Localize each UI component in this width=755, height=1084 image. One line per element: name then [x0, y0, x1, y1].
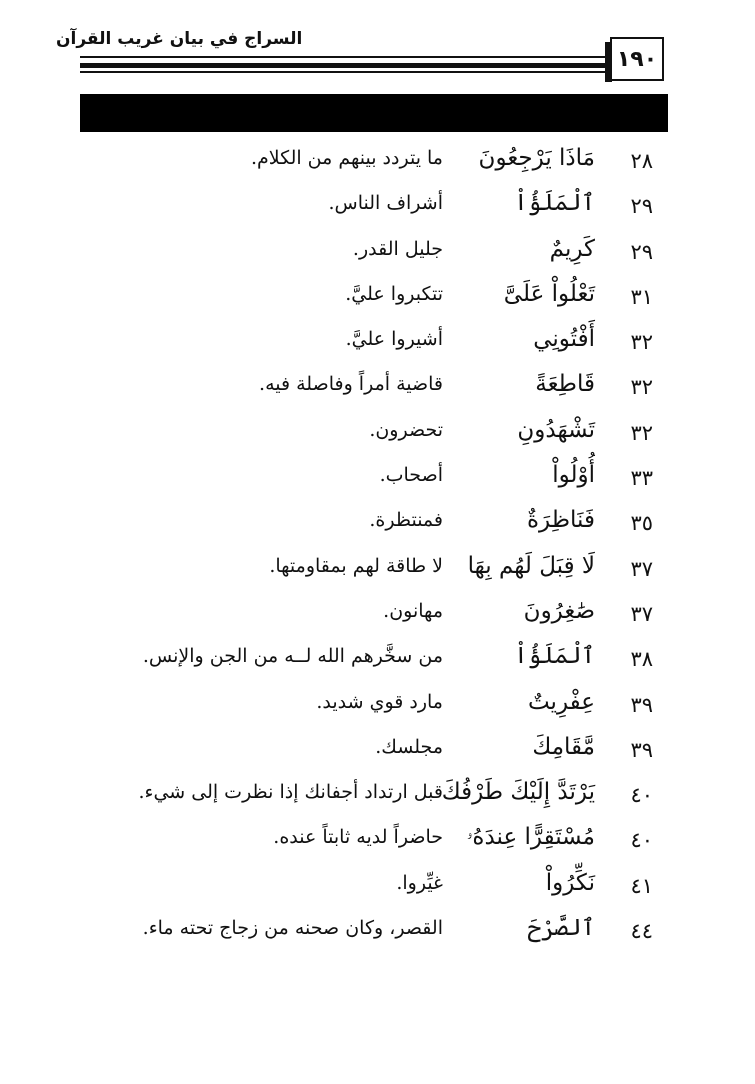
list-item — [0, 777, 755, 822]
word-meaning: القصر، وكان صحنه من زجاج تحته ماء. — [142, 917, 443, 940]
quran-word: فَنَاظِرَةٌ — [527, 507, 595, 534]
verse-number: ٢٩ — [630, 239, 653, 264]
word-meaning: ما يتردد بينهم من الكلام. — [250, 147, 443, 169]
list-item — [0, 279, 755, 324]
quran-word: مُسْتَقِرًّا عِندَهُۥ — [466, 824, 595, 851]
header-rule-top — [80, 56, 608, 58]
quran-word: ٱلْمَلَؤُاْ — [514, 643, 595, 670]
quran-word: عِفْرِيتٌ — [527, 688, 595, 715]
quran-word: ٱلصَّرْحَ — [527, 915, 595, 942]
verse-number: ٢٨ — [630, 149, 653, 173]
page-number: ١٩٠ — [610, 37, 664, 81]
word-meaning: تتكبروا عليَّ. — [345, 282, 443, 305]
quran-word: صَٰغِرُونَ — [523, 597, 595, 624]
list-item — [0, 732, 755, 777]
list-item — [0, 641, 755, 686]
word-meaning: من سخَّرهم الله لــه من الجن والإنس. — [142, 645, 443, 668]
header-rule-bottom — [80, 71, 608, 73]
verse-number: ٣٣ — [630, 466, 653, 491]
verse-number: ٤٤ — [630, 919, 653, 944]
list-item — [0, 415, 755, 460]
word-meaning: قاضية أمراً وفاصلة فيه. — [259, 373, 443, 396]
quran-word: مَّقَامِكَ — [532, 733, 595, 760]
list-item — [0, 188, 755, 233]
quran-word: تَعْلُواْ عَلَىَّ — [503, 280, 595, 307]
quran-word: يَرْتَدَّ إِلَيْكَ طَرْفُكَ — [441, 779, 595, 806]
list-item — [0, 369, 755, 414]
word-meaning: جليل القدر. — [352, 237, 443, 260]
verse-number: ٣٥ — [630, 511, 653, 536]
word-meaning: غيِّروا. — [396, 871, 443, 894]
verse-number: ٣٩ — [630, 692, 653, 717]
verse-number: ٣٢ — [630, 375, 653, 400]
verse-number: ٣٩ — [630, 737, 653, 762]
header-rule-thick — [80, 63, 608, 68]
verse-number: ٣٢ — [630, 330, 653, 355]
quran-word: كَرِيمٌ — [549, 235, 595, 262]
word-meaning: مجلسك. — [375, 735, 443, 758]
word-meaning: مارد قوي شديد. — [316, 690, 443, 713]
list-item — [0, 143, 755, 188]
list-item — [0, 913, 755, 958]
verse-number: ٤١ — [630, 873, 653, 898]
verse-number: ٢٩ — [630, 194, 653, 219]
quran-word: قَاطِعَةً — [535, 371, 595, 398]
list-item — [0, 234, 755, 279]
verse-number: ٤٠ — [630, 828, 653, 853]
list-item — [0, 868, 755, 913]
quran-word: ٱلْمَلَؤُاْ — [514, 190, 595, 217]
quran-word: أُوْلُواْ — [552, 462, 595, 489]
verse-number: ٣٧ — [630, 556, 653, 581]
verse-number: ٤٠ — [630, 783, 653, 808]
word-meaning: فمنتظرة. — [369, 509, 443, 532]
word-meaning: أصحاب. — [379, 464, 443, 487]
black-band — [80, 94, 668, 132]
list-item — [0, 505, 755, 550]
quran-word: أَفْتُونِي — [533, 326, 595, 353]
word-meaning: أشيروا عليَّ. — [345, 328, 443, 351]
list-item — [0, 551, 755, 596]
entries-list — [0, 143, 755, 958]
list-item — [0, 324, 755, 369]
quran-word: نَكِّرُواْ — [545, 869, 595, 896]
word-meaning: مهانون. — [383, 599, 443, 622]
verse-number: ٣٢ — [630, 420, 653, 445]
list-item — [0, 596, 755, 641]
list-item — [0, 822, 755, 867]
word-meaning: تحضرون. — [369, 418, 443, 441]
word-meaning: أشراف الناس. — [328, 192, 443, 215]
word-meaning: قبل ارتداد أجفانك إذا نظرت إلى شيء. — [138, 781, 443, 804]
verse-number: ٣١ — [630, 284, 653, 309]
quran-word: لَا قِبَلَ لَهُم بِهَا — [467, 552, 595, 579]
list-item — [0, 687, 755, 732]
word-meaning: حاضراً لديه ثابتاً عنده. — [273, 826, 443, 849]
list-item — [0, 460, 755, 505]
book-title: السراج في بيان غريب القرآن — [56, 29, 303, 49]
quran-word: مَاذَا يَرْجِعُونَ — [478, 145, 595, 171]
verse-number: ٣٨ — [630, 647, 653, 672]
verse-number: ٣٧ — [630, 601, 653, 626]
word-meaning: لا طاقة لهم بمقاومتها. — [269, 554, 443, 577]
quran-word: تَشْهَدُونِ — [517, 416, 595, 443]
